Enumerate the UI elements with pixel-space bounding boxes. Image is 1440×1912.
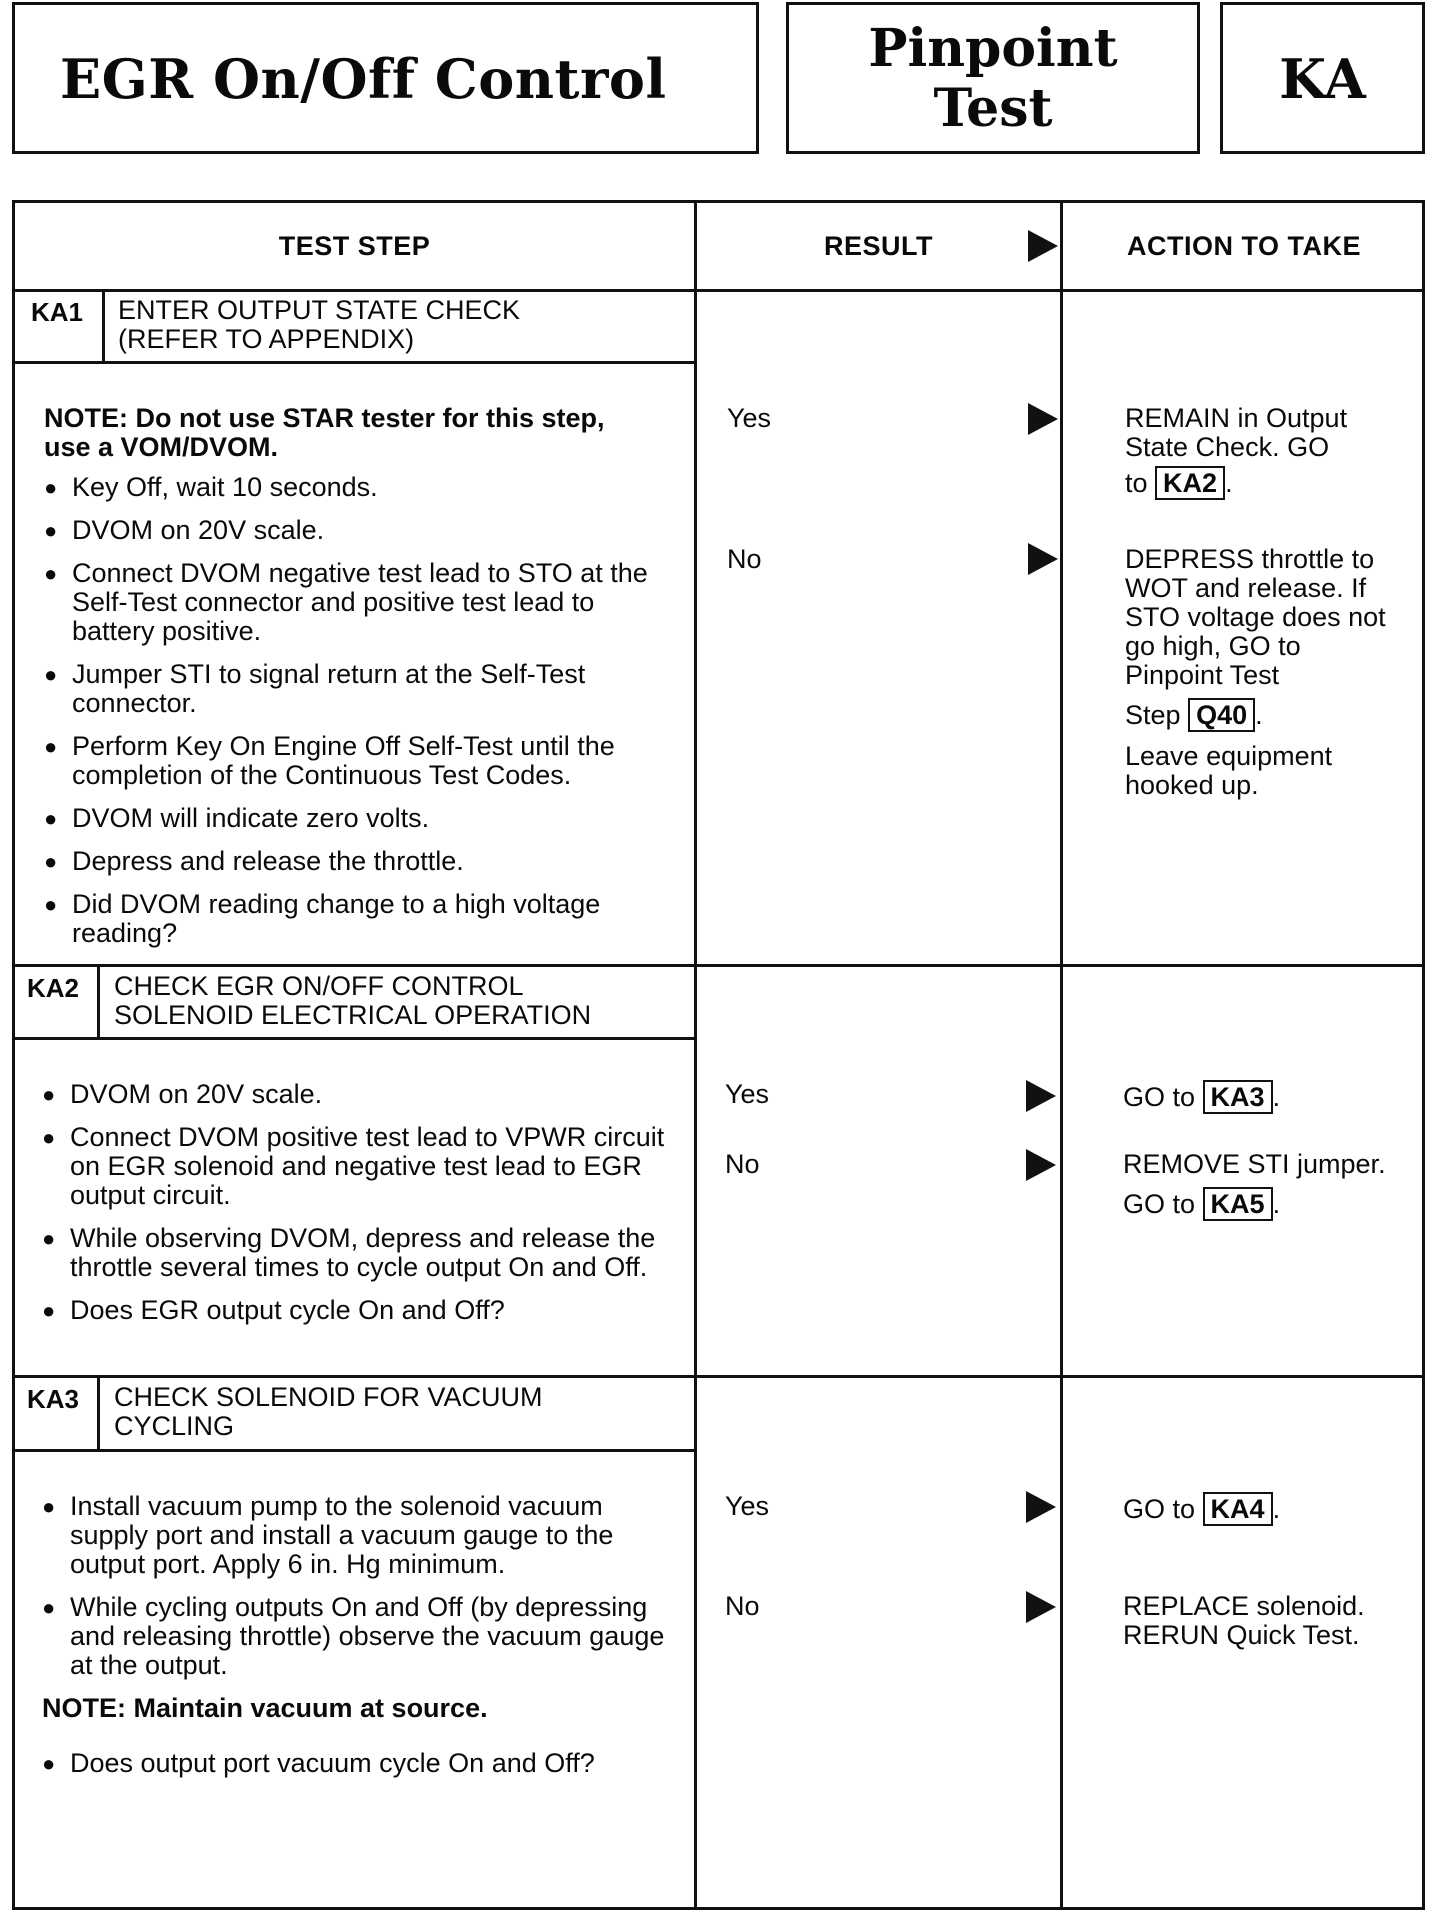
result-yes: Yes [727,403,772,433]
bullet-item: ● Install vacuum pump to the solenoid vacuum supply port and install a vacuum gauge to the output port. Apply 6 in. Hg minimum. [42,1492,672,1579]
arrow-icon [1026,1491,1056,1523]
bullet-item: ● Connect DVOM negative test lead to STO at the Self-Test connector and positive test lead to battery positive. [44,559,684,646]
arrow-icon [1026,1591,1056,1623]
step-id: KA2 [27,973,80,1003]
column-header-test-step: TEST STEP [278,230,431,261]
step-id-divider [97,1375,100,1451]
step-note [44,404,605,462]
step-id: KA3 [27,1384,80,1414]
action-text: GO to [1123,1189,1196,1219]
bullet-item: ● Did DVOM reading change to a high voltage reading? [44,890,684,948]
step-id: KA1 [31,297,84,327]
action-text: . [1272,1189,1281,1219]
step-title [118,296,520,354]
result-yes: Yes [725,1491,770,1521]
step-title-divider [15,1037,697,1040]
step-title-divider [15,361,697,364]
step-reference-ka4[interactable]: KA4 [1203,1492,1273,1526]
bullet-item: ● Connect DVOM positive test lead to VPWR circuit on EGR solenoid and negative test lead to EGR output circuit. [42,1123,687,1210]
action-line: REMOVE STI jumper. [1123,1149,1386,1179]
step-title-line: CHECK SOLENOID FOR VACUUM [114,1382,543,1412]
bullet-item: ● While observing DVOM, depress and release the throttle several times to cycle output On and Off. [42,1224,687,1282]
action-line: DEPRESS throttle to [1125,544,1375,574]
bullet-item: ● Jumper STI to signal return at the Self-Test connector. [44,660,684,718]
action-text: GO to [1123,1494,1196,1524]
step-title-divider [15,1449,697,1452]
action-line [1125,466,1415,500]
page-title: EGR On/Off Control [60,47,667,111]
action-yes [1125,404,1415,500]
bullet-item: ● Depress and release the throttle. [44,847,684,876]
arrow-icon [1026,1080,1056,1112]
step-bullets [42,1749,672,1778]
step-bullets [44,473,684,948]
bullet-item: ● DVOM will indicate zero volts. [44,804,684,833]
step-bullets [42,1492,672,1680]
row-divider [15,289,1422,292]
column-divider [694,203,697,1907]
step-id-divider [97,964,100,1039]
step-bullets [42,1080,687,1325]
step-reference-ka3[interactable]: KA3 [1203,1080,1273,1114]
pinpoint-label: Pinpoint [868,18,1118,79]
bullet-item: ● DVOM on 20V scale. [44,516,684,545]
step-title-line: (REFER TO APPENDIX) [118,324,415,354]
action-line: STO voltage does not [1125,602,1386,632]
action-text: GO to [1123,1082,1196,1112]
result-yes: Yes [725,1079,770,1109]
bullet-item: ● Key Off, wait 10 seconds. [44,473,684,502]
note-line: use a VOM/DVOM. [44,432,279,462]
test-code-box [1220,2,1425,154]
step-title [114,972,591,1030]
action-line: RERUN Quick Test. [1123,1620,1360,1650]
action-line [1123,1187,1423,1221]
pinpoint-test-box [786,2,1200,154]
action-line: hooked up. [1125,770,1259,800]
step-title [114,1383,543,1441]
test-label: Test [933,78,1053,139]
row-divider [15,964,1422,967]
action-line: WOT and release. If [1125,573,1367,603]
action-yes [1123,1080,1280,1114]
note-line: NOTE: Do not use STAR tester for this step, [44,403,605,433]
action-text: Step [1125,700,1181,730]
step-id-divider [102,289,105,363]
arrow-icon [1028,403,1058,435]
action-line: go high, GO to [1125,631,1301,661]
action-no [1123,1150,1423,1221]
row-divider [15,1375,1422,1378]
action-no [1123,1592,1423,1650]
arrow-icon [1026,1149,1056,1181]
action-text: . [1255,700,1263,730]
action-line: REMAIN in Output [1125,403,1348,433]
column-header-result: RESULT [824,230,933,261]
bullet-item: ● Does EGR output cycle On and Off? [42,1296,687,1325]
action-line: Pinpoint Test [1125,660,1280,690]
title-box [12,2,759,154]
bullet-item: ● DVOM on 20V scale. [42,1080,687,1109]
step-title-line: SOLENOID ELECTRICAL OPERATION [114,1000,592,1030]
result-no: No [725,1591,760,1621]
action-text: to [1125,468,1148,498]
column-divider [1060,203,1063,1907]
step-title-line: ENTER OUTPUT STATE CHECK [118,295,521,325]
arrow-icon [1028,230,1058,262]
action-line: REPLACE solenoid. [1123,1591,1365,1621]
action-text: . [1272,1494,1281,1524]
action-text: . [1225,468,1233,498]
result-no: No [725,1149,760,1179]
test-code: KA [1279,47,1366,111]
column-header-action: ACTION TO TAKE [1127,230,1361,261]
step-reference-ka2[interactable]: KA2 [1155,466,1225,500]
step-reference-ka5[interactable]: KA5 [1203,1187,1273,1221]
step-reference-q40[interactable]: Q40 [1188,698,1255,732]
action-line: Leave equipment [1125,741,1333,771]
arrow-icon [1028,543,1058,575]
action-text: . [1272,1082,1281,1112]
step-title-line: CYCLING [114,1411,235,1441]
bullet-item: ● Perform Key On Engine Off Self-Test until the completion of the Continuous Test Codes. [44,732,684,790]
pinpoint-test-table [12,200,1425,1910]
action-yes [1123,1492,1280,1526]
action-line [1125,698,1420,732]
action-line: State Check. GO [1125,432,1330,462]
bullet-item: ● Does output port vacuum cycle On and Off? [42,1749,672,1778]
step-title-line: CHECK EGR ON/OFF CONTROL [114,971,524,1001]
step-note: NOTE: Maintain vacuum at source. [42,1693,488,1723]
result-no: No [727,544,762,574]
action-no [1125,545,1420,800]
bullet-item: ● While cycling outputs On and Off (by depressing and releasing throttle) observe the vacuum gauge at the output. [42,1593,672,1680]
